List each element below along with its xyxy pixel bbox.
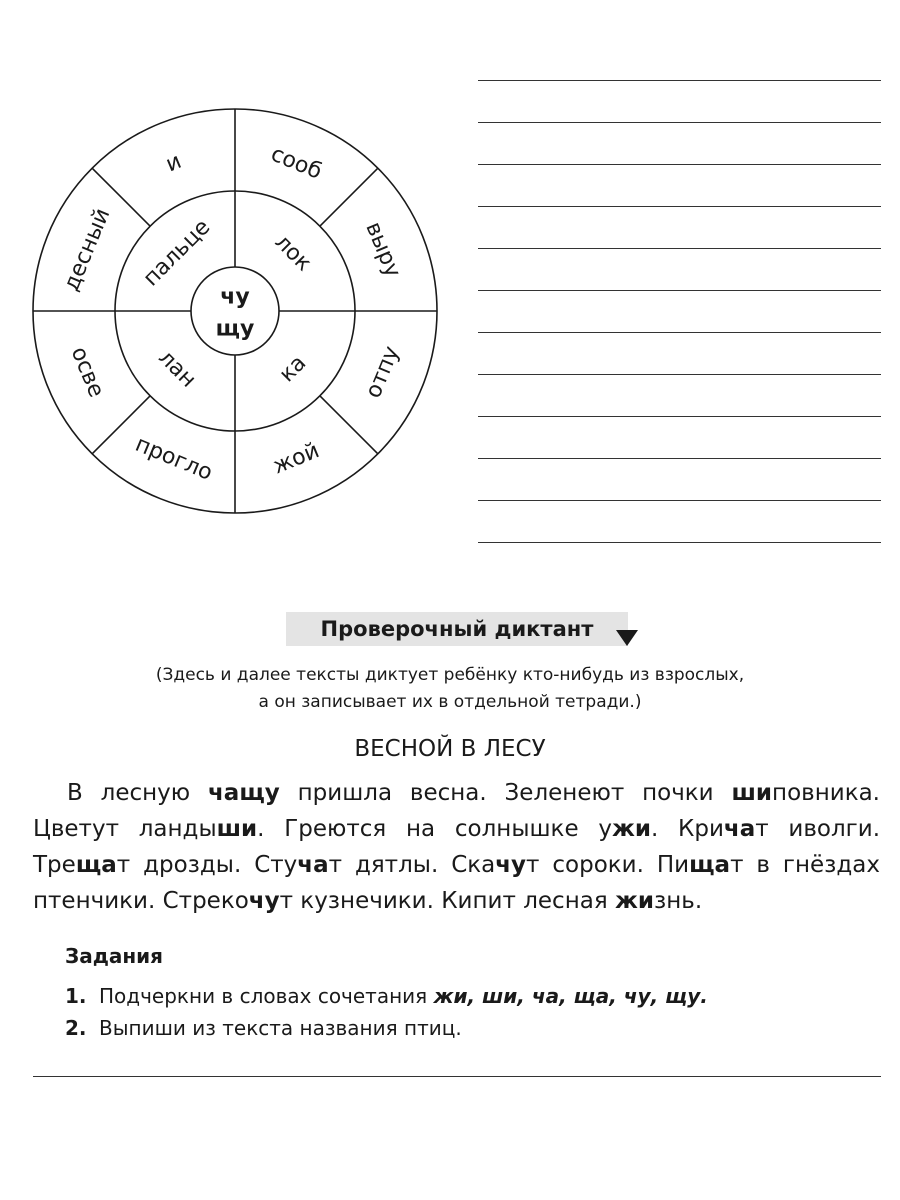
note-line-1: (Здесь и далее тексты диктует ребёнку кто-нибудь из взрослых, bbox=[155, 665, 745, 685]
outer-spoke bbox=[320, 396, 378, 454]
wheel-syllable: лок bbox=[269, 229, 317, 277]
wheel-syllable: ка bbox=[274, 350, 312, 388]
task-number: 1. bbox=[65, 984, 87, 1008]
section-header bbox=[286, 612, 628, 646]
outer-spoke bbox=[320, 168, 378, 226]
task-item bbox=[65, 984, 708, 1008]
writing-line bbox=[478, 80, 881, 81]
wheel-syllable: прогло bbox=[131, 431, 216, 486]
wheel-syllable: жой bbox=[269, 438, 323, 480]
writing-line bbox=[478, 122, 881, 123]
syllable-wheel-svg bbox=[30, 106, 440, 516]
bottom-divider bbox=[33, 1076, 881, 1077]
writing-line bbox=[478, 332, 881, 333]
writing-line bbox=[478, 290, 881, 291]
task-text: Подчеркни в словах сочетания bbox=[99, 984, 434, 1008]
task-item bbox=[65, 1016, 462, 1040]
writing-line bbox=[478, 500, 881, 501]
writing-line bbox=[478, 458, 881, 459]
writing-lines bbox=[478, 80, 881, 550]
writing-line bbox=[478, 542, 881, 543]
section-title: Проверочный диктант bbox=[320, 617, 594, 641]
note-line-2: а он записывает их в отдельной тетради.) bbox=[258, 692, 642, 712]
writing-line bbox=[478, 248, 881, 249]
center-ring bbox=[191, 267, 279, 355]
dictation-text: В лесную чащу пришла весна. Зеленеют почки шиповника. Цветут ландыши. Греются на солнышке ужи. Кричат иволги. Трещат дрозды. Стучат дятлы. Скачут сороки. Пищат в гнёздах птенчики. Стрекочут кузнечики. Кипит лесная жизнь. bbox=[33, 780, 881, 914]
center-syllable: чу bbox=[220, 284, 250, 310]
wheel-syllable: десный bbox=[59, 204, 116, 295]
task-number: 2. bbox=[65, 1016, 87, 1040]
syllable-wheel bbox=[30, 106, 440, 516]
triangle-down-icon bbox=[616, 630, 638, 646]
writing-line bbox=[478, 374, 881, 375]
dictation-note bbox=[60, 662, 840, 716]
wheel-syllable: отпу bbox=[360, 342, 405, 402]
task-text: Выпиши из текста названия птиц. bbox=[99, 1016, 462, 1040]
wheel-syllable: выру bbox=[360, 218, 406, 282]
task-emphasis: жи, ши, ча, ща, чу, щу. bbox=[433, 984, 708, 1008]
wheel-syllable: сооб bbox=[267, 141, 326, 185]
writing-line bbox=[478, 416, 881, 417]
wheel-syllable: и bbox=[162, 148, 186, 178]
writing-line bbox=[478, 206, 881, 207]
tasks-heading: Задания bbox=[65, 944, 164, 968]
dictation-title: ВЕСНОЙ В ЛЕСУ bbox=[354, 736, 546, 762]
center-syllable: щу bbox=[215, 316, 255, 342]
wheel-syllable: пальце bbox=[138, 214, 216, 292]
writing-line bbox=[478, 164, 881, 165]
wheel-syllable: лан bbox=[153, 345, 201, 393]
wheel-syllable: осве bbox=[65, 343, 109, 402]
